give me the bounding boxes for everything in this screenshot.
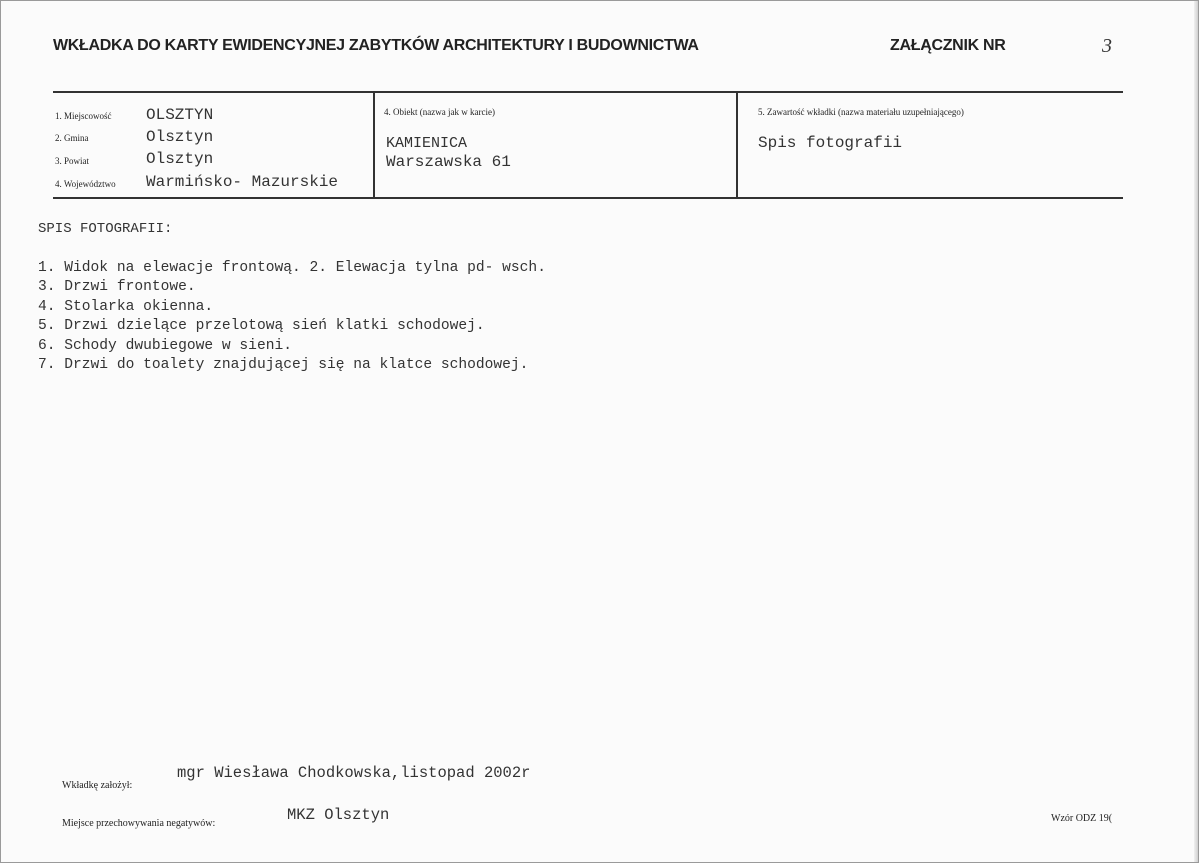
place-value: OLSZTYN [146, 106, 214, 124]
list-item: 4. Stolarka okienna. [38, 298, 214, 315]
object-name: KAMIENICA [386, 135, 468, 152]
photo-list [38, 259, 546, 375]
commune-value: Olsztyn [146, 128, 214, 146]
negatives-label: Miejsce przechowywania negatywów: [62, 818, 216, 829]
object-label: 4. Obiekt (nazwa jak w karcie) [384, 107, 495, 117]
commune-label: 2. Gmina [55, 133, 89, 143]
created-by-label: Wkładkę założył: [62, 780, 133, 791]
voivodeship-value: Warmińsko- Mazurskie [146, 173, 339, 191]
list-item: 1. Widok na elewacje frontową. 2. Elewacja tylna pd- wsch. [38, 260, 546, 276]
header-table [53, 91, 1123, 199]
annex-label: ZAŁĄCZNIK NR [890, 37, 1006, 54]
county-value: Olsztyn [146, 150, 214, 168]
list-item: 7. Drzwi do toalety znajdującej się na klatce schodowej. [38, 356, 529, 373]
list-item: 5. Drzwi dzielące przelotową sień klatki schodowej. [38, 318, 485, 335]
form-code: Wzór ODZ 19( [1051, 813, 1113, 824]
voivodeship-label: 4. Województwo [55, 179, 116, 189]
place-label: 1. Miejscowość [55, 111, 112, 121]
content-label: 5. Zawartość wkładki (nazwa materiału uzupełniającego) [758, 107, 964, 117]
created-by-value: mgr Wiesława Chodkowska,listopad 2002r [177, 764, 531, 782]
column-divider [373, 93, 375, 197]
list-item: 6. Schody dwubiegowe w sieni. [38, 337, 292, 354]
object-address: Warszawska 61 [386, 153, 511, 171]
column-divider [736, 93, 738, 197]
county-label: 3. Powiat [55, 156, 90, 166]
photo-list-title: SPIS FOTOGRAFII: [38, 221, 173, 237]
negatives-value: MKZ Olsztyn [287, 806, 390, 824]
list-item: 3. Drzwi frontowe. [38, 279, 196, 296]
document-title: WKŁADKA DO KARTY EWIDENCYJNEJ ZABYTKÓW ARCHITEKTURY I BUDOWNICTWA [53, 37, 699, 54]
content-value: Spis fotografii [758, 134, 903, 152]
annex-number: 3 [1102, 35, 1112, 57]
card-edge-shadow [1194, 1, 1198, 862]
